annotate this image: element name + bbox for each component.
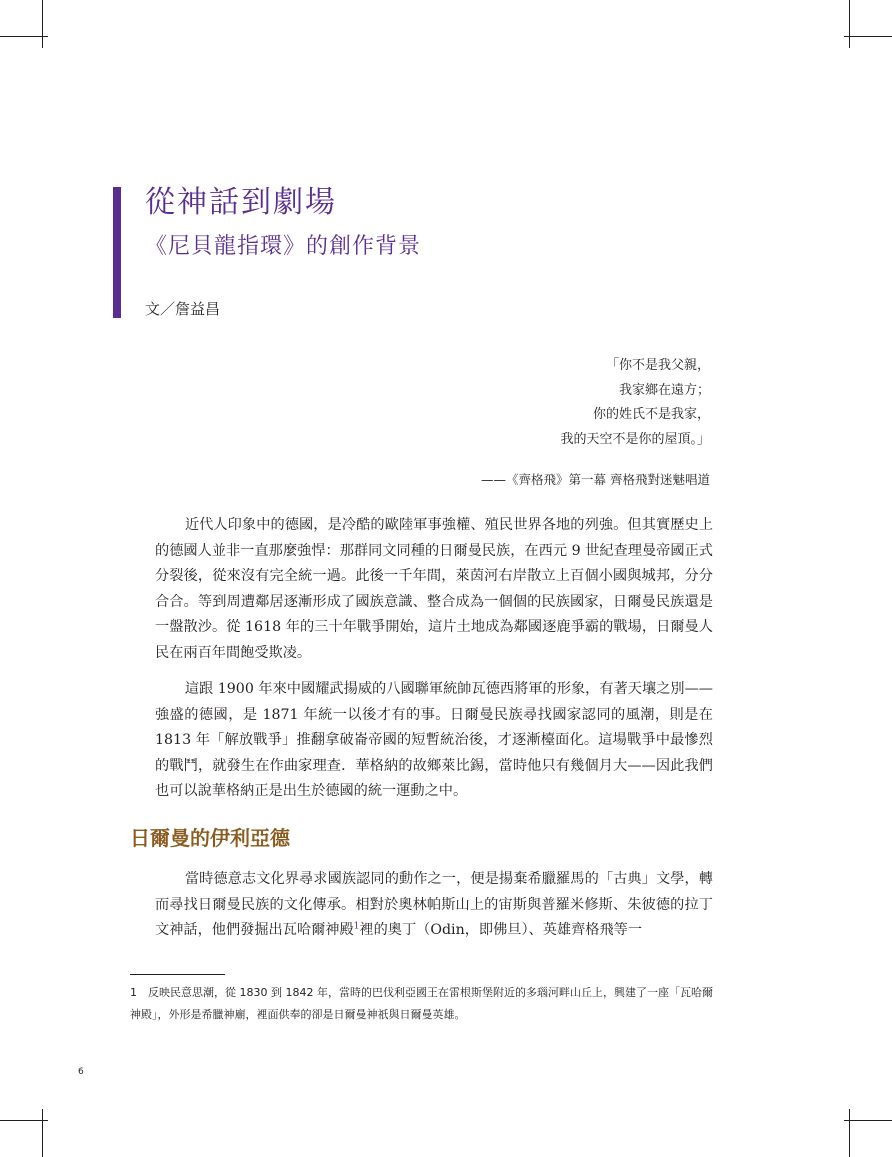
paragraph-text: 裡的奧丁（Odin，即佛旦）、英雄齊格飛等一 xyxy=(359,922,643,939)
body-paragraph: 這跟 1900 年來中國耀武揚威的八國聯軍統帥瓦德西將軍的形象，有著天壤之別——強盛的德國，是 1871 年統一以後才有的事。日爾曼民族尋找國家認同的風潮，則是在 1813 年「解放戰爭」推翻拿破崙帝國的短暫統治後，才逐漸檯面化。這場戰爭中最慘烈的戰鬥，就發生在作曲家理查．華格納的故鄉萊比錫，當時他只有幾個月大——因此我們也可以說華格納正是出生於德國的統一運動之中。 xyxy=(155,681,713,800)
crop-mark xyxy=(0,36,48,37)
footnote-text: 反映民意思潮，從 1830 到 1842 年，當時的巴伐利亞國王在雷根斯堡附近的多瑙河畔山丘上，興建了一座「瓦哈爾神殿」，外形是希臘神廟，裡面供奉的卻是日爾曼神祇與日爾曼英雄。 xyxy=(130,986,713,1021)
page-number: 6 xyxy=(78,1067,84,1077)
body-paragraph xyxy=(155,867,713,944)
body-paragraph: 近代人印象中的德國，是冷酷的歐陸軍事強權、殖民世界各地的列強。但其實歷史上的德國人並非一直那麼強悍：那群同文同種的日爾曼民族，在西元 9 世紀查理曼帝國正式分裂後，從來沒有完全統一過。此後一千年間，萊茵河右岸散立上百個小國與城邦，分分合合。等到周遭鄰居逐漸形成了國族意識、整合成為一個個的民族國家，日爾曼民族還是一盤散沙。從 1618 年的三十年戰爭開始，這片土地成為鄰國逐鹿爭霸的戰場，日爾曼人民在兩百年間飽受欺凌。 xyxy=(155,517,713,661)
epigraph-line: 我家鄉在遠方； xyxy=(618,382,710,398)
page-title: 從神話到劇場 xyxy=(145,185,337,220)
author-byline: 文／詹益昌 xyxy=(145,300,221,318)
footnote-number: 1 xyxy=(130,986,137,999)
epigraph xyxy=(560,354,710,452)
crop-mark xyxy=(849,1109,850,1157)
title-accent-bar xyxy=(113,187,121,318)
footnote-reference[interactable]: 1 xyxy=(353,921,360,932)
crop-mark xyxy=(849,0,850,48)
crop-mark xyxy=(42,0,43,48)
paragraph-text: 當時德意志文化界尋求國族認同的動作之一，便是揚棄希臘羅馬的「古典」文學，轉而尋找日爾曼民族的文化傳承。相對於奧林帕斯山上的宙斯與普羅米修斯、朱彼德的拉丁文神話，他們發掘出瓦哈爾神殿 xyxy=(155,871,713,939)
crop-mark xyxy=(844,36,892,37)
crop-mark xyxy=(844,1120,892,1121)
epigraph-line: 你的姓氏不是我家， xyxy=(592,407,710,422)
footnote xyxy=(130,982,715,1026)
epigraph-line: 我的天空不是你的屋頂。」 xyxy=(560,431,710,447)
section-heading: 日爾曼的伊利亞德 xyxy=(130,826,290,850)
crop-mark xyxy=(0,1120,48,1121)
crop-mark xyxy=(42,1109,43,1157)
footnote-divider xyxy=(130,974,225,975)
epigraph-line: 「你不是我父親， xyxy=(605,358,710,373)
epigraph-source: ——《齊格飛》第一幕 齊格飛對迷魅唱道 xyxy=(481,472,710,487)
page-subtitle: 《尼貝龍指環》的創作背景 xyxy=(145,234,422,259)
